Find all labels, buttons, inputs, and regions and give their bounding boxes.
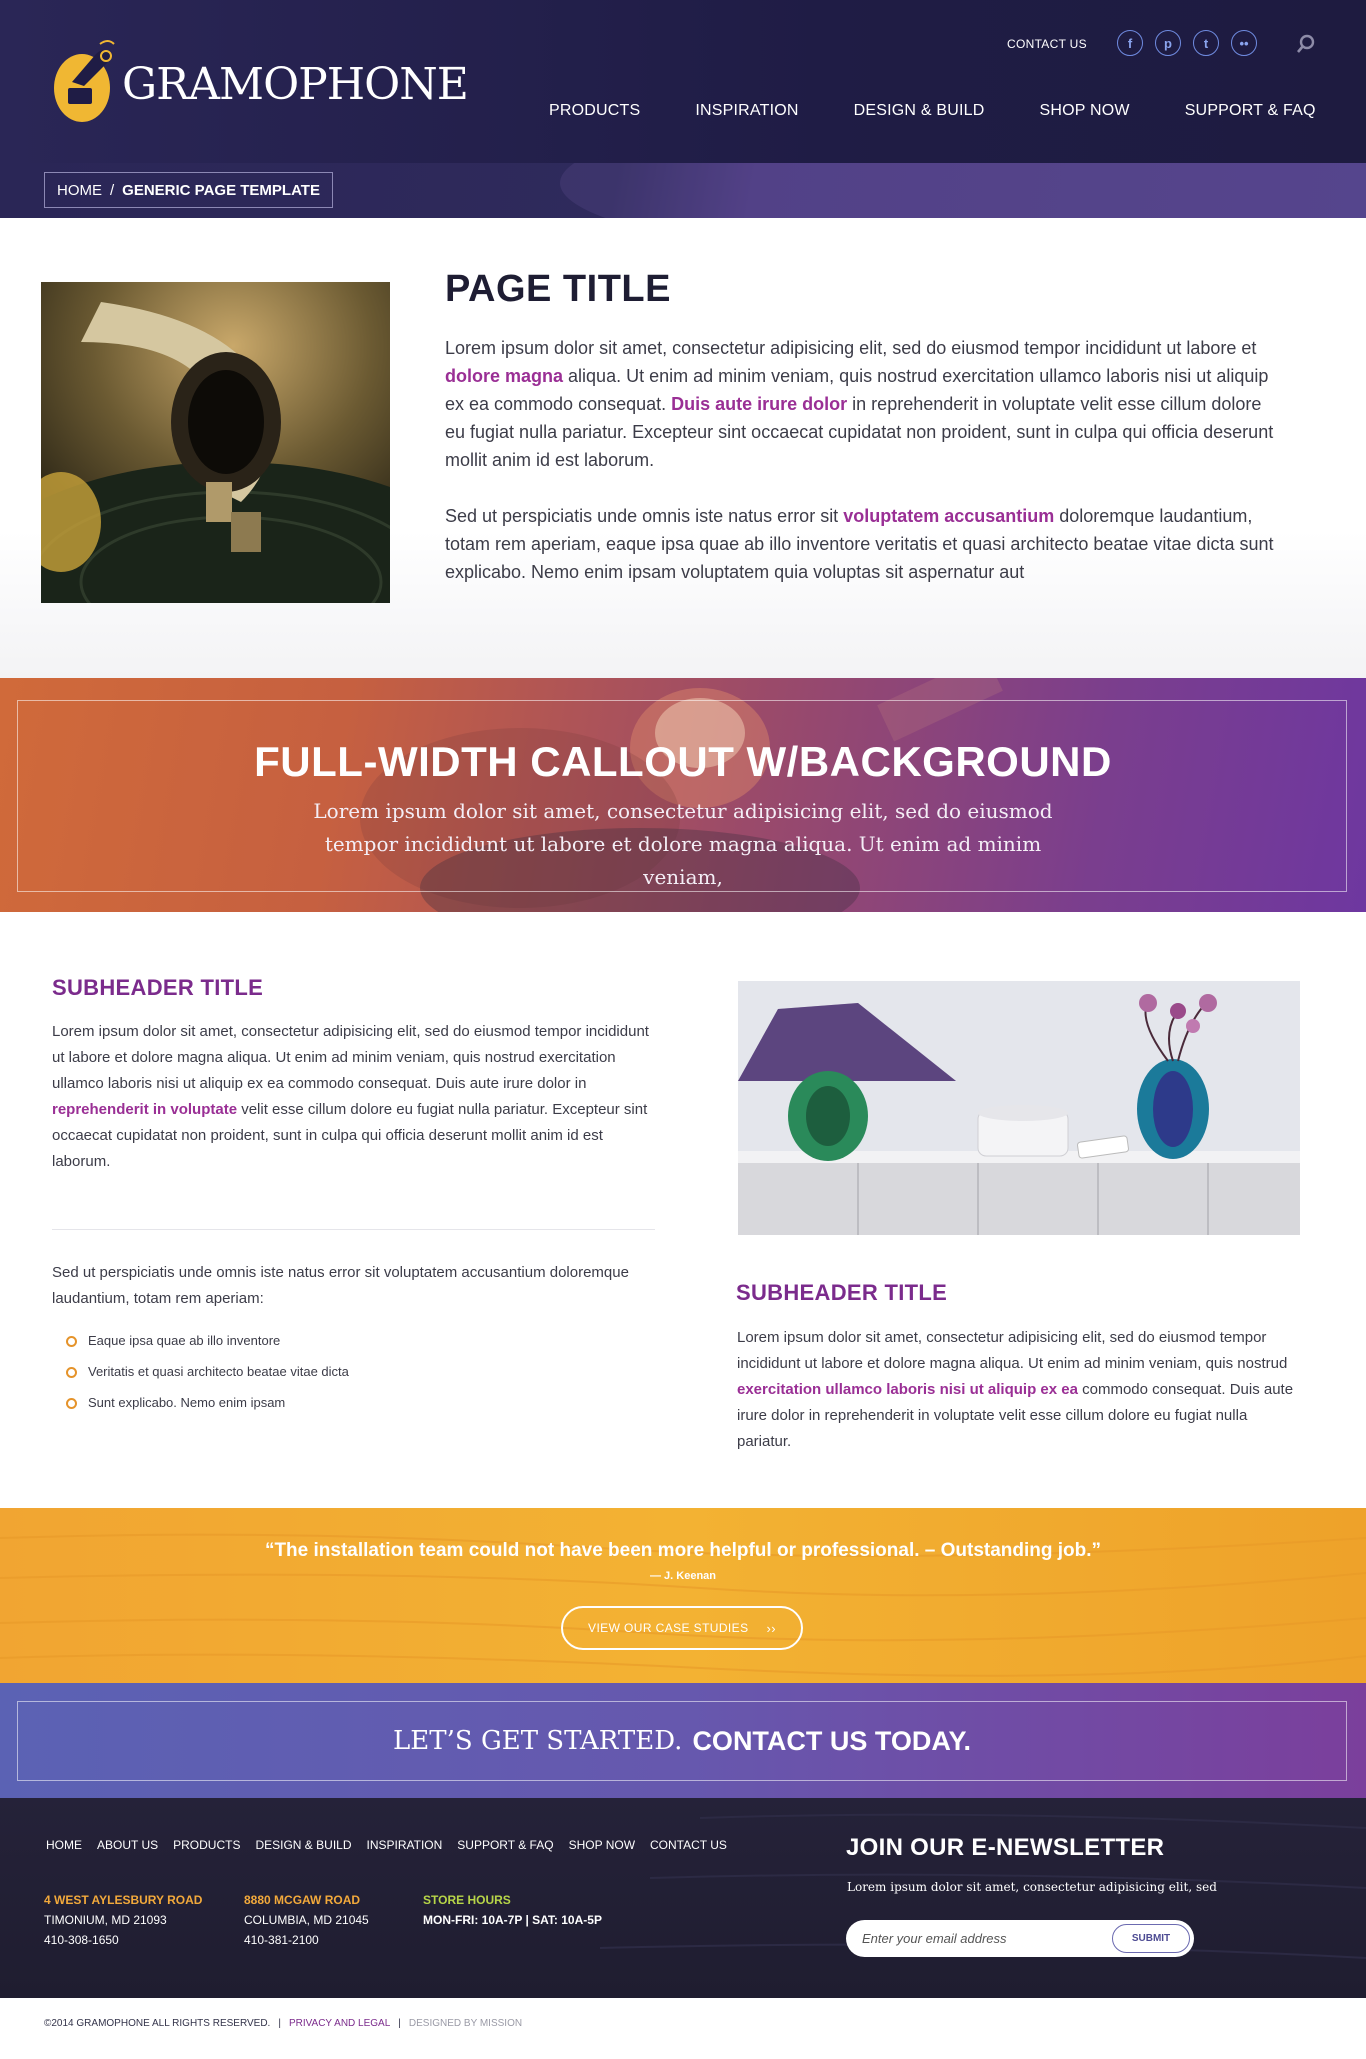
twitter-icon[interactable]: t — [1193, 30, 1219, 56]
site-header — [0, 0, 1366, 163]
address-heading: 8880 MCGAW ROAD — [244, 1893, 361, 1907]
footer-nav-shop[interactable]: SHOP NOW — [568, 1838, 636, 1852]
social-links — [1117, 30, 1257, 56]
logo[interactable] — [50, 36, 468, 126]
callout-title: FULL-WIDTH CALLOUT W/BACKGROUND — [254, 738, 1112, 785]
text-run: Lorem ipsum dolor sit amet, consectetur adipisicing elit, sed do eiusmod tempor incididunt ut labore et dolore magna aliqua. Ut enim ad minim veniam, quis nostrud exercitation ullamco laboris nisi ut aliquip ex ea commodo consequat. Duis aute irure dolor in — [52, 1023, 649, 1092]
logo-text: GRAMOPHONE — [122, 58, 468, 110]
highlight-link[interactable]: dolore magna — [445, 366, 564, 386]
text-run: Lorem ipsum dolor sit amet, consectetur adipisicing elit, sed do eiusmod tempor incididunt ut labore et — [445, 338, 1257, 358]
nav-support-faq[interactable]: SUPPORT & FAQ — [1184, 102, 1316, 119]
address-heading: 4 WEST AYLESBURY ROAD — [44, 1893, 203, 1907]
footer-nav-support[interactable]: SUPPORT & FAQ — [457, 1838, 554, 1852]
intro-paragraph-2 — [445, 502, 1275, 586]
text-run: Sed ut perspiciatis unde omnis iste natus error sit — [445, 506, 844, 526]
left-paragraph-1 — [52, 1019, 652, 1175]
copyright-bar — [0, 1998, 1366, 2059]
address-line: COLUMBIA, MD 21045 — [244, 1913, 369, 1927]
separator: | — [278, 2018, 281, 2029]
footer-texture — [0, 1798, 1366, 1998]
address-line: TIMONIUM, MD 21093 — [44, 1913, 167, 1927]
store-hours-line: MON-FRI: 10A-7P | SAT: 10A-5P — [423, 1913, 602, 1927]
divider — [52, 1229, 655, 1230]
list-item: Sunt explicabo. Nemo enim ipsam — [66, 1387, 349, 1418]
callout-body: Lorem ipsum dolor sit amet, consectetur adipisicing elit, sed do eiusmod tempor incididunt ut labore et dolore magna aliqua. Ut enim ad minim veniam, — [313, 799, 1053, 889]
left-paragraph-2: Sed ut perspiciatis unde omnis iste natus error sit voluptatem accusantium doloremque laudantium, totam rem aperiam: — [52, 1264, 629, 1307]
chevron-right-icon: ›› — [766, 1620, 776, 1636]
text-run: commodo consequat. Duis aute irure dolor in reprehenderit in voluptate velit esse cillum dolore eu fugiat nulla pariatur. — [737, 1381, 1294, 1450]
footer-nav-home[interactable]: HOME — [46, 1838, 82, 1852]
list-item: Eaque ipsa quae ab illo inventore — [66, 1325, 349, 1356]
nav-products[interactable]: PRODUCTS — [549, 102, 641, 119]
email-field[interactable] — [862, 1931, 1092, 1946]
newsletter-text: Lorem ipsum dolor sit amet, consectetur adipisicing elit, sed — [847, 1880, 1217, 1894]
text-run: velit esse cillum dolore eu fugiat nulla pariatur. Excepteur sint occaecat cupidatat non proident, sunt in culpa qui officia deserunt mollit anim id est laborum. — [52, 1101, 648, 1170]
intro-section — [0, 218, 1366, 678]
testimonial-band — [0, 1508, 1366, 1683]
address-phone[interactable]: 410-308-1650 — [44, 1933, 119, 1947]
lamp-vase-photo — [738, 981, 1300, 1235]
highlight-link[interactable]: reprehenderit in voluptate — [52, 1101, 238, 1118]
submit-button[interactable]: SUBMIT — [1112, 1924, 1190, 1953]
privacy-link[interactable]: PRIVACY AND LEGAL — [288, 2018, 391, 2029]
gramophone-logo-icon — [50, 36, 116, 126]
left-subheader-title: SUBHEADER TITLE — [52, 975, 264, 1000]
search-icon[interactable] — [1296, 34, 1316, 54]
bullet-list — [66, 1325, 349, 1418]
decorative-swoosh — [560, 163, 1366, 218]
nav-shop-now[interactable]: SHOP NOW — [1039, 102, 1130, 119]
address-columbia — [244, 1890, 369, 1950]
breadcrumb — [44, 172, 333, 208]
text-run: doloremque laudantium, totam rem aperiam, eaque ipsa quae ab illo inventore veritatis et quasi architecto beatae vitae dicta sunt explicabo. Nemo enim ipsam voluptatem quia voluptas sit aspernatur aut — [445, 506, 1274, 582]
separator: | — [398, 2018, 401, 2029]
footer-nav-about[interactable]: ABOUT US — [97, 1838, 159, 1852]
view-case-studies-button[interactable] — [561, 1606, 803, 1650]
highlight-link[interactable]: exercitation ullamco laboris nisi ut aliquip ex ea — [737, 1381, 1078, 1398]
testimonial-author: — J. Keenan — [649, 1570, 717, 1582]
contact-banner[interactable] — [0, 1683, 1366, 1798]
designed-by-link[interactable]: DESIGNED BY MISSION — [408, 2018, 523, 2029]
newsletter-form — [846, 1920, 1194, 1957]
testimonial-quote: “The installation team could not have been more helpful or professional. – Outstanding job.” — [264, 1540, 1102, 1561]
text-run: aliqua. Ut enim ad minim veniam, quis nostrud exercitation ullamco laboris nisi ut aliquip ex ea commodo consequat. — [445, 366, 1269, 414]
facebook-icon[interactable]: f — [1117, 30, 1143, 56]
text-run: Lorem ipsum dolor sit amet, consectetur adipisicing elit, sed do eiusmod tempor incididunt ut labore et dolore magna aliqua. Ut enim ad minim veniam, quis nostrud — [737, 1329, 1288, 1372]
list-item: Veritatis et quasi architecto beatae vitae dicta — [66, 1356, 349, 1387]
page-title: PAGE TITLE — [445, 268, 671, 310]
site-footer — [0, 1798, 1366, 1998]
contact-cta-text[interactable]: CONTACT US TODAY. — [692, 1725, 971, 1756]
highlight-link[interactable]: voluptatem accusantium — [843, 506, 1055, 526]
right-subheader-title: SUBHEADER TITLE — [736, 1280, 948, 1305]
copyright — [44, 2018, 522, 2029]
nav-inspiration[interactable]: INSPIRATION — [695, 102, 799, 119]
intro-paragraph-1 — [445, 334, 1275, 474]
content-section — [0, 912, 1366, 1508]
case-studies-label: VIEW OUR CASE STUDIES — [588, 1621, 749, 1635]
main-nav — [549, 102, 1316, 120]
address-phone[interactable]: 410-381-2100 — [244, 1933, 319, 1947]
wood-texture — [0, 1508, 1366, 1683]
right-paragraph — [737, 1325, 1302, 1455]
copyright-text: ©2014 GRAMOPHONE ALL RIGHTS RESERVED. — [44, 2018, 271, 2029]
store-hours — [423, 1890, 602, 1930]
footer-nav-products[interactable]: PRODUCTS — [173, 1838, 241, 1852]
flickr-icon[interactable]: •• — [1231, 30, 1257, 56]
store-hours-heading: STORE HOURS — [423, 1893, 511, 1907]
nav-design-build[interactable]: DESIGN & BUILD — [853, 102, 985, 119]
gramophone-photo — [41, 282, 390, 603]
full-width-callout — [0, 678, 1366, 912]
contact-us-link[interactable]: CONTACT US — [1007, 37, 1087, 51]
address-timonium — [44, 1890, 202, 1950]
pinterest-icon[interactable]: p — [1155, 30, 1181, 56]
breadcrumb-bar — [0, 163, 1366, 218]
breadcrumb-separator: / — [110, 181, 115, 199]
breadcrumb-current: GENERIC PAGE TEMPLATE — [122, 181, 320, 199]
breadcrumb-home[interactable]: HOME — [57, 181, 102, 199]
contact-frame — [17, 1701, 1347, 1781]
newsletter-title: JOIN OUR E-NEWSLETTER — [846, 1834, 1165, 1861]
contact-lead-text: LET’S GET STARTED. — [393, 1726, 683, 1756]
highlight-link[interactable]: Duis aute irure dolor — [671, 394, 848, 414]
footer-nav-inspiration[interactable]: INSPIRATION — [366, 1838, 443, 1852]
footer-nav — [46, 1838, 742, 1852]
text-run: in reprehenderit in voluptate velit esse cillum dolore eu fugiat nulla pariatur. Excepteur sint occaecat cupidatat non proident, sunt in culpa qui officia deserunt mollit anim id est laborum. — [445, 394, 1274, 470]
footer-nav-design-build[interactable]: DESIGN & BUILD — [255, 1838, 352, 1852]
footer-nav-contact[interactable]: CONTACT US — [650, 1838, 727, 1852]
